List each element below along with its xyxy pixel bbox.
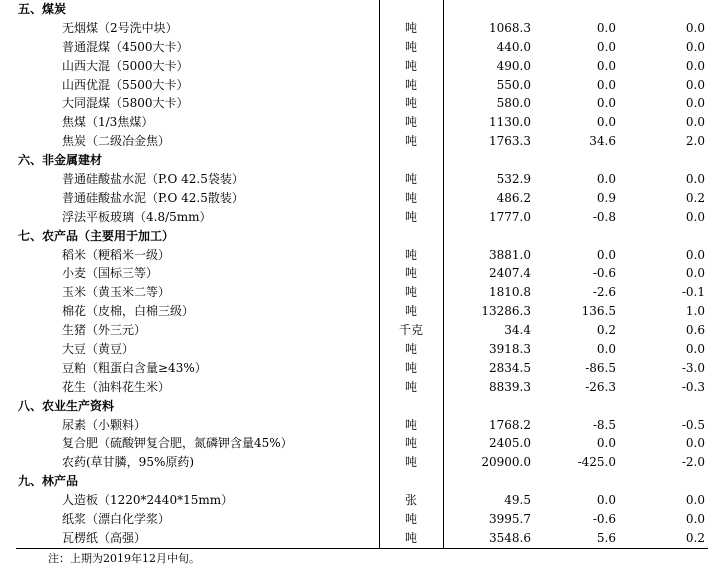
item-unit: 吨 xyxy=(404,530,417,545)
item-change-pct: -0.3 xyxy=(681,379,705,394)
price-table xyxy=(16,0,708,548)
table-row xyxy=(16,491,708,510)
item-price: 34.4 xyxy=(504,323,531,338)
item-name: 纸浆（漂白化学浆） xyxy=(62,512,171,527)
section-title: 六、非金属建材 xyxy=(18,153,103,168)
item-unit: 吨 xyxy=(404,39,417,54)
table-row xyxy=(16,378,708,397)
item-change: 0.0 xyxy=(596,115,616,130)
item-price: 1768.2 xyxy=(489,417,531,432)
item-unit: 吨 xyxy=(404,417,417,432)
item-change-pct: -0.1 xyxy=(681,285,705,300)
item-change: 0.9 xyxy=(596,190,616,205)
item-unit: 吨 xyxy=(404,455,417,470)
item-change: 136.5 xyxy=(581,304,616,319)
item-price: 2407.4 xyxy=(489,266,531,281)
item-change-pct: 0.6 xyxy=(685,323,705,338)
item-name: 瓦楞纸（高强） xyxy=(62,530,147,545)
item-price: 580.0 xyxy=(496,96,531,111)
item-change: -0.6 xyxy=(592,266,616,281)
item-unit: 吨 xyxy=(404,172,417,187)
item-unit: 吨 xyxy=(404,342,417,357)
item-unit: 吨 xyxy=(404,285,417,300)
item-unit: 吨 xyxy=(404,360,417,375)
item-price: 3918.3 xyxy=(489,342,531,357)
item-change: 0.0 xyxy=(596,96,616,111)
table-row xyxy=(16,132,708,151)
item-name: 花生（油料花生米） xyxy=(62,379,171,394)
item-name: 大同混煤（5800大卡） xyxy=(62,96,189,111)
item-price: 20900.0 xyxy=(481,455,531,470)
item-change-pct: 0.0 xyxy=(685,77,705,92)
table-row xyxy=(16,453,708,472)
item-price: 486.2 xyxy=(496,190,531,205)
item-price: 1777.0 xyxy=(489,209,531,224)
item-change-pct: 0.0 xyxy=(685,342,705,357)
item-name: 焦煤（1/3焦煤） xyxy=(62,115,154,130)
item-name: 豆粕（粗蛋白含量≥43%） xyxy=(62,360,207,375)
item-name: 尿素（小颗料） xyxy=(62,417,147,432)
table-row xyxy=(16,264,708,283)
item-change-pct: -2.0 xyxy=(681,455,705,470)
table-row xyxy=(16,302,708,321)
table-row xyxy=(16,359,708,378)
table-row xyxy=(16,170,708,189)
item-name: 生猪（外三元） xyxy=(62,323,147,338)
item-unit: 吨 xyxy=(404,115,417,130)
item-change-pct: -3.0 xyxy=(681,360,705,375)
item-unit: 吨 xyxy=(404,20,417,35)
section-header xyxy=(16,151,708,170)
item-change: -26.3 xyxy=(585,379,616,394)
item-change: 0.0 xyxy=(596,58,616,73)
table-row xyxy=(16,246,708,265)
section-title: 九、林产品 xyxy=(18,474,79,489)
item-unit: 吨 xyxy=(404,247,417,262)
item-price: 2405.0 xyxy=(489,436,531,451)
item-change: -425.0 xyxy=(577,455,616,470)
item-change: 34.6 xyxy=(589,134,616,149)
item-name: 棉花（皮棉，白棉三级） xyxy=(62,304,195,319)
item-change-pct: 0.0 xyxy=(685,512,705,527)
item-change-pct: 0.0 xyxy=(685,39,705,54)
item-name: 焦炭（二级冶金焦） xyxy=(62,134,171,149)
item-change-pct: 0.0 xyxy=(685,266,705,281)
item-price: 3995.7 xyxy=(489,512,531,527)
item-price: 440.0 xyxy=(496,39,531,54)
table-row xyxy=(16,208,708,227)
item-unit: 千克 xyxy=(398,323,423,338)
item-unit: 吨 xyxy=(404,96,417,111)
table-row xyxy=(16,94,708,113)
item-change: 5.6 xyxy=(596,530,616,545)
table-row xyxy=(16,76,708,95)
item-unit: 吨 xyxy=(404,379,417,394)
item-unit: 吨 xyxy=(404,134,417,149)
item-change: -8.5 xyxy=(592,417,616,432)
item-name: 普通硅酸盐水泥（P.O 42.5袋装） xyxy=(62,172,244,187)
item-change: 0.0 xyxy=(596,172,616,187)
item-change-pct: 0.0 xyxy=(685,115,705,130)
item-name: 农药(草甘膦，95%原药) xyxy=(62,455,195,470)
item-unit: 张 xyxy=(404,493,417,508)
table-row xyxy=(16,57,708,76)
table-row xyxy=(16,510,708,529)
item-unit: 吨 xyxy=(404,58,417,73)
item-name: 山西大混（5000大卡） xyxy=(62,58,189,73)
item-change-pct: 0.0 xyxy=(685,96,705,111)
item-name: 小麦（国标三等） xyxy=(62,266,159,281)
item-change: 0.0 xyxy=(596,342,616,357)
table-row xyxy=(16,529,708,548)
section-header xyxy=(16,397,708,416)
item-change: 0.0 xyxy=(596,247,616,262)
section-title: 七、农产品（主要用于加工） xyxy=(18,228,175,243)
item-price: 1130.0 xyxy=(489,115,531,130)
item-name: 普通混煤（4500大卡） xyxy=(62,39,189,54)
table-row xyxy=(16,38,708,57)
section-title: 五、煤炭 xyxy=(18,2,67,16)
item-price: 532.9 xyxy=(496,172,531,187)
section-header xyxy=(16,472,708,491)
table-row xyxy=(16,340,708,359)
table-row xyxy=(16,416,708,435)
item-unit: 吨 xyxy=(404,304,417,319)
item-name: 人造板（1220*2440*15mm） xyxy=(62,493,234,508)
item-change-pct: 0.0 xyxy=(685,247,705,262)
table-bottom-rule xyxy=(16,548,708,549)
table-row xyxy=(16,283,708,302)
table-row xyxy=(16,189,708,208)
item-price: 1810.8 xyxy=(489,285,531,300)
item-change: 0.0 xyxy=(596,493,616,508)
item-name: 复合肥（硫酸钾复合肥，氮磷钾含量45%） xyxy=(62,436,293,451)
item-change-pct: 0.2 xyxy=(685,190,705,205)
section-header xyxy=(16,227,708,246)
item-name: 无烟煤（2号洗中块） xyxy=(62,20,178,35)
item-name: 浮法平板玻璃（4.8/5mm） xyxy=(62,209,212,224)
item-change-pct: -0.5 xyxy=(681,417,705,432)
item-price: 13286.3 xyxy=(481,304,531,319)
item-change: -2.6 xyxy=(592,285,616,300)
item-name: 大豆（黄豆） xyxy=(62,342,135,357)
item-unit: 吨 xyxy=(404,512,417,527)
item-unit: 吨 xyxy=(404,209,417,224)
section-header xyxy=(16,0,708,19)
table-row xyxy=(16,19,708,38)
item-change: -0.6 xyxy=(592,512,616,527)
item-change: 0.0 xyxy=(596,77,616,92)
item-change: -86.5 xyxy=(585,360,616,375)
item-price: 550.0 xyxy=(496,77,531,92)
item-change-pct: 0.0 xyxy=(685,172,705,187)
item-change: 0.0 xyxy=(596,20,616,35)
item-unit: 吨 xyxy=(404,436,417,451)
item-price: 3881.0 xyxy=(489,247,531,262)
item-price: 1763.3 xyxy=(489,134,531,149)
item-name: 玉米（黄玉米二等） xyxy=(62,285,171,300)
item-price: 8839.3 xyxy=(489,379,531,394)
item-change-pct: 2.0 xyxy=(685,134,705,149)
item-name: 普通硅酸盐水泥（P.O 42.5散装） xyxy=(62,190,244,205)
item-change: 0.0 xyxy=(596,39,616,54)
item-unit: 吨 xyxy=(404,190,417,205)
item-change: 0.0 xyxy=(596,436,616,451)
table-note: 注：上期为2019年12月中旬。 xyxy=(48,552,200,565)
item-change-pct: 0.0 xyxy=(685,493,705,508)
item-name: 山西优混（5500大卡） xyxy=(62,77,189,92)
table-row xyxy=(16,321,708,340)
table-row xyxy=(16,113,708,132)
item-unit: 吨 xyxy=(404,266,417,281)
table-row xyxy=(16,434,708,453)
item-change-pct: 0.0 xyxy=(685,209,705,224)
item-price: 2834.5 xyxy=(489,360,531,375)
item-change-pct: 0.0 xyxy=(685,20,705,35)
item-change: 0.2 xyxy=(596,323,616,338)
item-change-pct: 1.0 xyxy=(685,304,705,319)
item-change-pct: 0.0 xyxy=(685,58,705,73)
item-price: 3548.6 xyxy=(489,530,531,545)
item-change-pct: 0.0 xyxy=(685,436,705,451)
item-change-pct: 0.2 xyxy=(685,530,705,545)
item-price: 490.0 xyxy=(496,58,531,73)
item-price: 49.5 xyxy=(504,493,531,508)
table-body xyxy=(16,0,708,548)
item-change: -0.8 xyxy=(592,209,616,224)
item-price: 1068.3 xyxy=(489,20,531,35)
item-unit: 吨 xyxy=(404,77,417,92)
section-title: 八、农业生产资料 xyxy=(18,398,115,413)
item-name: 稻米（粳稻米一级） xyxy=(62,247,171,262)
